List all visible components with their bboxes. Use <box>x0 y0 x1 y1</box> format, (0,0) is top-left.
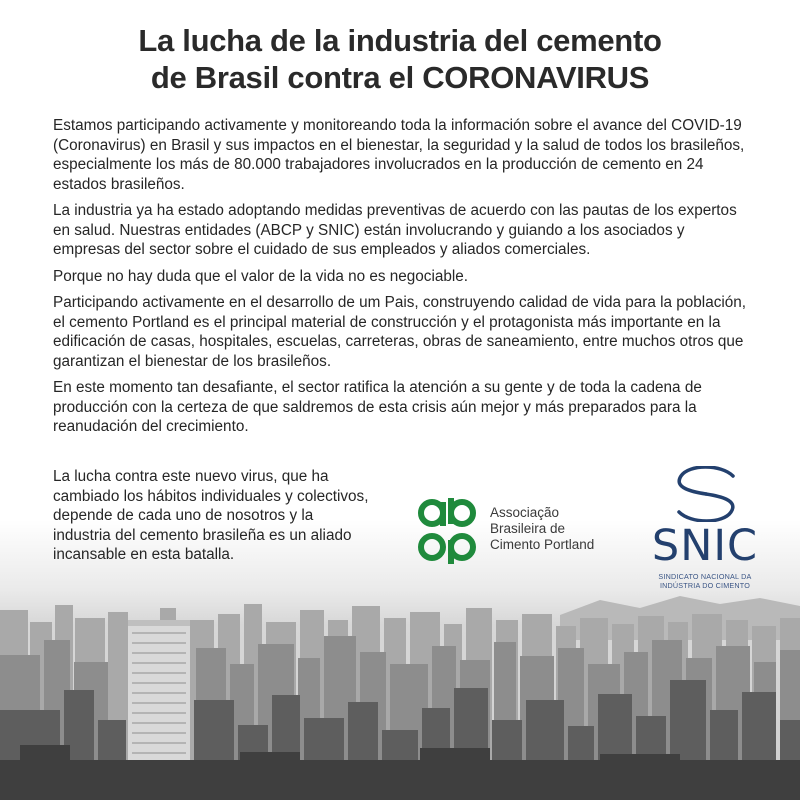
paragraph: Estamos participando activamente y monitoreando toda la información sobre el avance del COVID-19 (Coronavirus) en Brasil y sus impactos en el bienestar, la seguridad y la salud de todos los brasileños, especialmente los más de 80.000 trabajadores involucrados en la producción de cemento en 24 estados brasileños. <box>53 117 745 193</box>
snic-subtitle <box>640 572 770 590</box>
closing-paragraph: La lucha contra este nuevo virus, que ha cambiado los hábitos individuales y colectivos, depende de cada uno de nosotros y la industria del cemento brasileña es un aliado incansable en esta batalla. <box>53 468 369 563</box>
snic-subtitle-line-1: SINDICATO NACIONAL DA <box>658 572 752 581</box>
snic-name: SNIC <box>651 521 759 571</box>
city-skyline-photo <box>0 560 800 800</box>
abcp-logo-icon <box>416 496 480 566</box>
abcp-name-line-3: Cimento Portland <box>490 537 595 552</box>
paragraph: En este momento tan desafiante, el sector ratifica la atención a su gente y de toda la cadena de producción con la certeza de que saldremos de esta crisis aún mejor y más preparados para la reanudación del crecimiento. <box>53 379 702 435</box>
abcp-name-line-2: Brasileira de <box>490 521 566 536</box>
page-title <box>40 22 760 96</box>
paragraph: Participando activamente en el desarrollo de um Pais, construyendo calidad de vida para la población, el cemento Portland es el principal material de construcción y el protagonista más importante en la edificación de casas, hospitales, escuelas, carreteras, obras de saneamiento, entre muchos otros que garantizan el bienestar de los brasileños. <box>53 294 747 370</box>
snic-subtitle-line-2: INDÚSTRIA DO CIMENTO <box>659 581 751 590</box>
abcp-name-line-1: Associação <box>490 505 560 520</box>
title-line-1: La lucha de la industria del cemento <box>138 23 662 58</box>
paragraph: Porque no hay duda que el valor de la vida no es negociable. <box>53 267 469 285</box>
abcp-logo <box>416 496 616 566</box>
paragraph: La industria ya ha estado adoptando medidas preventivas de acuerdo con las pautas de los expertos en salud. Nuestras entidades (ABCP y SNIC) están involucrando y guiando a los asociados y empresas del sector sobre el cuidado de sus empleados y aliados comerciales. <box>53 202 737 258</box>
abcp-logo-text <box>490 505 620 553</box>
snic-logo <box>640 466 770 596</box>
snic-logo-icon <box>671 466 741 522</box>
title-line-2: de Brasil contra el CORONAVIRUS <box>150 60 650 95</box>
body-paragraphs <box>53 116 753 444</box>
